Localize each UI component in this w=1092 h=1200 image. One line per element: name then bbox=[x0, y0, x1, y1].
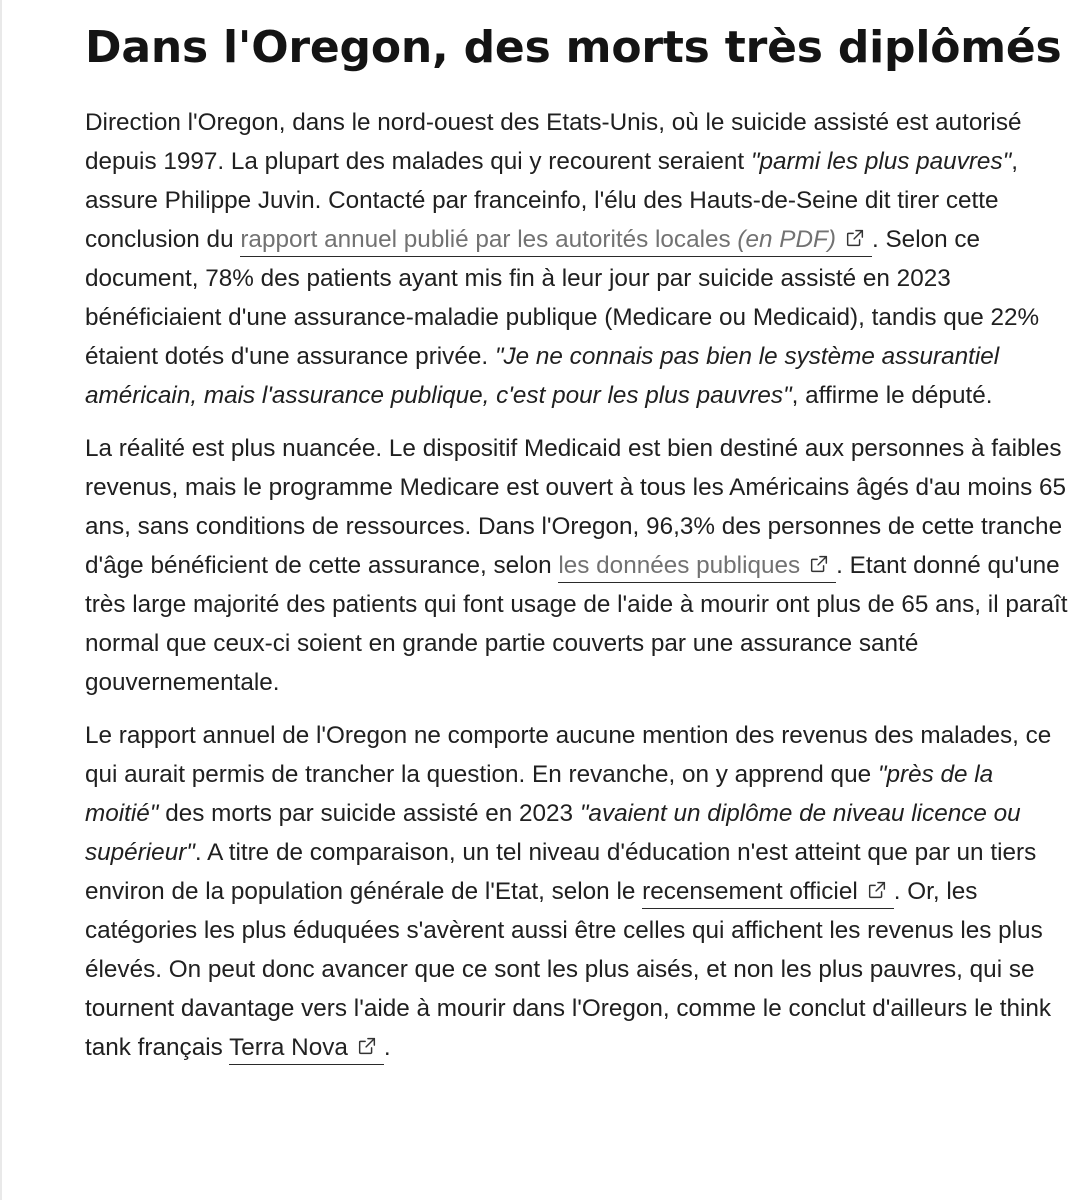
link-terra-nova[interactable] bbox=[229, 1034, 384, 1065]
paragraph-3-text-2: des morts par suicide assisté en 2023 bbox=[158, 800, 580, 827]
paragraph-3-text-5: . bbox=[383, 1034, 391, 1061]
paragraph-2 bbox=[85, 429, 1070, 702]
link-terra-nova-label: Terra Nova bbox=[229, 1034, 348, 1061]
paragraph-1-text-1: Direction l'Oregon, dans le nord-ouest des Etats-Unis, où le suicide assisté est autorisé depuis 1997. La plupart des malades qui y recourent seraient bbox=[85, 109, 1022, 175]
paragraph-3-text-3: . A titre de comparaison, un tel niveau d'éducation n'est atteint que par un tiers environ de la population générale de l'Etat, selon le bbox=[85, 839, 1037, 905]
link-recensement-officiel-label: recensement officiel bbox=[642, 878, 858, 905]
external-link-icon bbox=[808, 553, 830, 575]
quote-depute: "Je ne connais pas bien le système assurantiel américain, mais l'assurance publique, c'est pour les plus pauvres" bbox=[85, 343, 1000, 409]
section-title: Dans l'Oregon, des morts très diplômés bbox=[85, 22, 1062, 73]
paragraph-2-text-1: La réalité est plus nuancée. Le dispositif Medicaid est bien destiné aux personnes à faibles revenus, mais le programme Medicare est ouvert à tous les Américains âgés d'au moins 65 ans, sans conditions de ressources. Dans l'Oregon, 96,3% des personnes de cette tranche d'âge bénéficient de cette assurance, selon bbox=[85, 435, 1067, 579]
paragraph-2-text-2: . Etant donné qu'une très large majorité des patients qui font usage de l'aide à mourir ont plus de 65 ans, il paraît normal que ceux-ci soient en grande partie couverts par une assurance santé gouvernementale. bbox=[85, 552, 1068, 696]
quote-parmi-les-plus-pauvres: "parmi les plus pauvres" bbox=[750, 148, 1012, 175]
paragraph-3-text-1: Le rapport annuel de l'Oregon ne comporte aucune mention des revenus des malades, ce qui aurait permis de trancher la question. En revanche, on y apprend que bbox=[85, 722, 1052, 788]
paragraph-1 bbox=[85, 103, 1070, 415]
paragraph-1-text-3: . Selon ce document, 78% des patients ayant mis fin à leur jour par suicide assisté en 2023 bénéficiaient d'une assurance-maladie publique (Medicare ou Medicaid), tandis que 22% étaient dotés d'une assurance privée. bbox=[85, 226, 1040, 370]
link-donnees-publiques-label: les données publiques bbox=[558, 552, 801, 579]
link-rapport-annuel-label: rapport annuel publié par les autorités locales bbox=[240, 226, 731, 253]
external-link-icon bbox=[356, 1035, 378, 1057]
paragraph-1-text-4: , affirme le député. bbox=[791, 382, 993, 409]
link-donnees-publiques[interactable] bbox=[558, 552, 836, 583]
external-link-icon bbox=[866, 879, 888, 901]
left-border bbox=[0, 0, 2, 1200]
paragraph-3 bbox=[85, 716, 1070, 1067]
external-link-icon bbox=[844, 227, 866, 249]
paragraph-1-text-2: , assure Philippe Juvin. Contacté par franceinfo, l'élu des Hauts-de-Seine dit tirer cette conclusion du bbox=[85, 148, 1018, 253]
link-rapport-annuel-format: (en PDF) bbox=[737, 226, 836, 253]
quote-diplome-licence: "avaient un diplôme de niveau licence ou supérieur" bbox=[85, 800, 1021, 866]
link-recensement-officiel[interactable] bbox=[642, 878, 894, 909]
article-section bbox=[85, 18, 1070, 1081]
quote-pres-de-la-moitie: "près de la moitié" bbox=[85, 761, 994, 827]
link-rapport-annuel[interactable] bbox=[240, 226, 872, 257]
paragraph-3-text-4: . Or, les catégories les plus éduquées s'avèrent aussi être celles qui affichent les revenus les plus élevés. On peut donc avancer que ce sont les plus aisés, et non les plus pauvres, qui se tournent davantage vers l'aide à mourir dans l'Oregon, comme le conclut d'ailleurs le think tank français bbox=[85, 878, 1052, 1061]
